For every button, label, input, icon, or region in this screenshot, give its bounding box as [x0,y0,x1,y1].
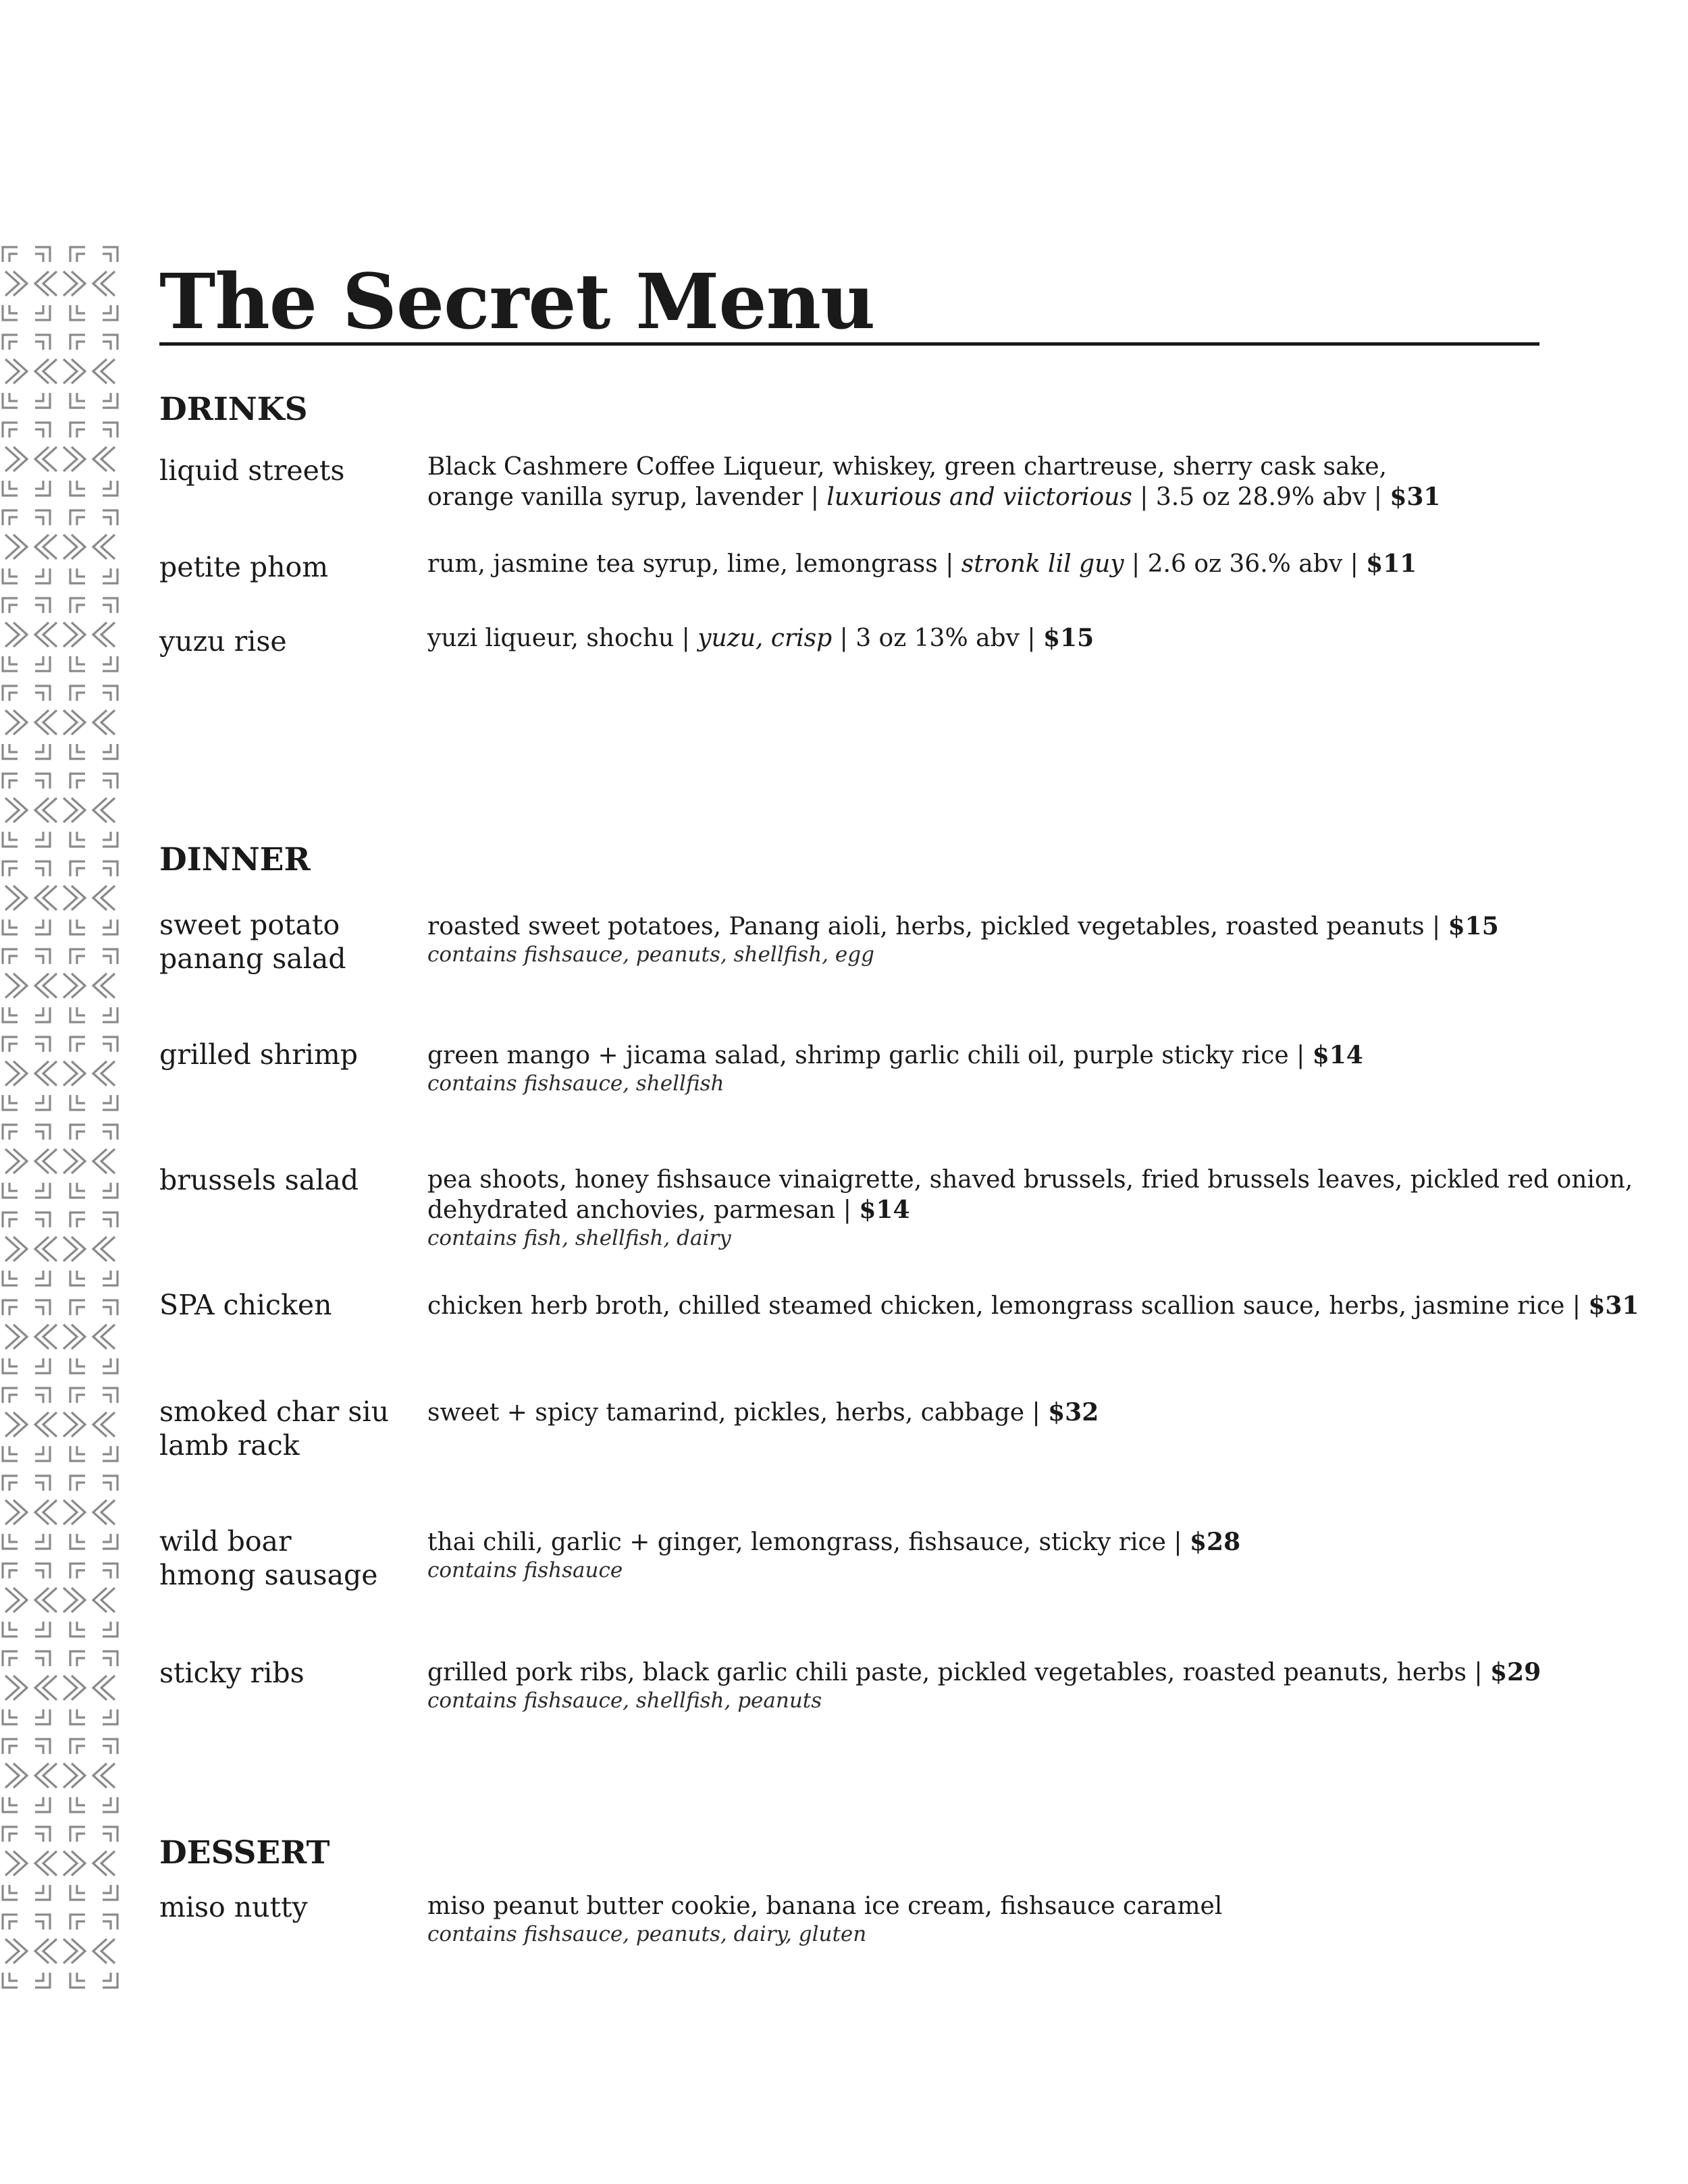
item-name: yuzu rise [159,625,287,658]
item-name: grilled shrimp [159,1038,359,1071]
description-text: yuzi liqueur, shochu | [427,624,698,652]
item-description [427,549,1562,579]
drinks-heading: DRINKS [159,391,308,428]
item-description [427,1527,1562,1583]
page-title: The Secret Menu [159,258,875,346]
drink-specs: | 3 oz 13% abv | [832,624,1043,652]
dessert-heading: DESSERT [159,1834,330,1871]
item-price: $11 [1366,550,1417,578]
item-name [159,1395,416,1462]
item-name [159,1524,416,1592]
item-name-line: panang salad [159,942,346,975]
description-text: orange vanilla syrup, lavender | [427,483,827,511]
drink-tagline: stronk lil guy [961,550,1124,578]
allergen-note: contains fishsauce [427,1558,623,1582]
item-description [427,1291,1639,1321]
item-name: SPA chicken [159,1289,332,1321]
description-line: pea shoots, honey fishsauce vinaigrette, shaved brussels, fried brussels leaves, pickled red onion, [427,1166,1633,1194]
item-description [427,911,1562,967]
allergen-note: contains fishsauce, shellfish, peanuts [427,1688,822,1713]
description-line [427,1527,1562,1557]
allergen-note: contains fishsauce, peanuts, dairy, gluten [427,1922,867,1946]
description-line [427,1657,1562,1688]
description-line: Black Cashmere Coffee Liqueur, whiskey, green chartreuse, sherry cask sake, [427,453,1387,481]
allergen-note: contains fishsauce, shellfish [427,1071,724,1096]
item-price: $14 [859,1196,910,1224]
item-price: $31 [1390,483,1441,511]
title-underline [159,342,1539,346]
item-name-line: smoked char siu [159,1395,389,1428]
item-price: $31 [1588,1291,1639,1320]
item-price: $32 [1048,1398,1099,1427]
item-description [427,1397,1562,1428]
description-line [427,482,1562,512]
item-description [427,1040,1562,1096]
item-description [427,1892,1562,1947]
description-line: miso peanut butter cookie, banana ice cream, fishsauce caramel [427,1892,1223,1920]
description-text: green mango + jicama salad, shrimp garlic chili oil, purple sticky rice | [427,1042,1313,1069]
drink-specs: | 3.5 oz 28.9% abv | [1132,483,1390,511]
item-description [427,452,1562,512]
drink-tagline: luxurious and viictorious [826,483,1132,511]
description-text: chicken herb broth, chilled steamed chicken, lemongrass scallion sauce, herbs, jasmine rice | [427,1292,1589,1320]
item-name [159,908,416,976]
description-line [427,911,1562,942]
item-description [427,1165,1633,1251]
description-line [427,1195,1562,1225]
item-description [427,1657,1562,1713]
item-name: liquid streets [159,454,345,487]
item-name-line: wild boar [159,1525,292,1557]
description-text: rum, jasmine tea syrup, lime, lemongrass | [427,550,961,578]
description-text: thai chili, garlic + ginger, lemongrass, fishsauce, sticky rice | [427,1528,1190,1556]
item-name: sticky ribs [159,1657,305,1689]
allergen-note: contains fishsauce, peanuts, shellfish, egg [427,942,874,967]
item-name: brussels salad [159,1164,359,1196]
item-price: $28 [1189,1528,1241,1556]
allergen-note: contains fish, shellfish, dairy [427,1226,731,1250]
dinner-heading: DINNER [159,841,311,878]
item-name-line: lamb rack [159,1429,300,1462]
description-line [427,1040,1562,1071]
item-price: $15 [1043,624,1094,652]
description-text: sweet + spicy tamarind, pickles, herbs, cabbage | [427,1399,1049,1427]
item-price: $15 [1448,912,1499,940]
description-line [427,623,1562,654]
decorative-side-pattern [0,243,120,1998]
drink-tagline: yuzu, crisp [697,624,833,652]
description-line [427,549,1562,579]
item-name: petite phom [159,551,329,583]
item-price: $14 [1312,1041,1363,1069]
description-text: grilled pork ribs, black garlic chili paste, pickled vegetables, roasted peanuts, herbs | [427,1659,1490,1686]
item-price: $29 [1489,1658,1541,1686]
item-description [427,623,1562,654]
description-text: dehydrated anchovies, parmesan | [427,1196,860,1224]
item-name-line: hmong sausage [159,1559,378,1591]
description-line [427,1291,1639,1321]
description-text: roasted sweet potatoes, Panang aioli, herbs, pickled vegetables, roasted peanuts | [427,913,1448,940]
item-name-line: sweet potato [159,909,340,941]
drink-specs: | 2.6 oz 36.% abv | [1124,550,1367,578]
description-line [427,1397,1562,1428]
item-name: miso nutty [159,1891,308,1923]
